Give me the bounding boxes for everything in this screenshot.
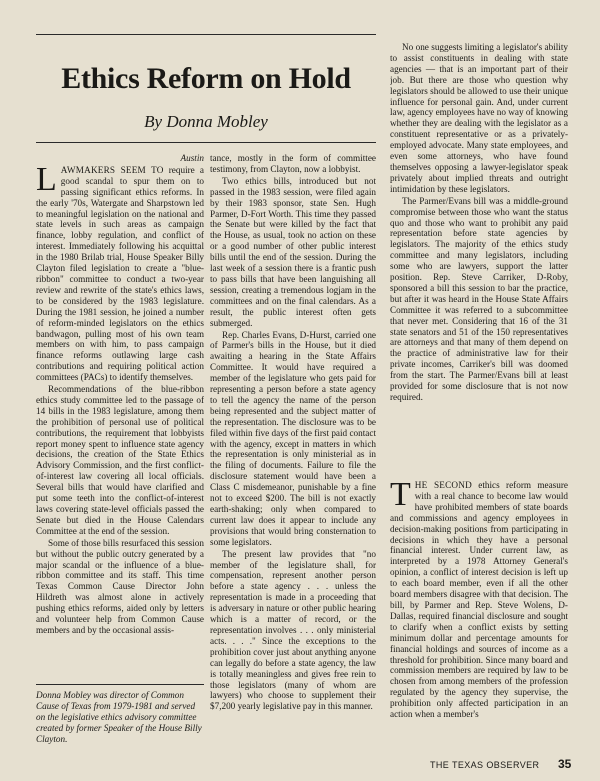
top-rule — [36, 34, 376, 35]
col2-paragraph-2: Two ethics bills, introduced but not passed in the 1983 session, were filed again by their 1983 sponsor, state Sen. Hugh Parmer, D-Fort Worth. This time they passed the Senate but were killed by the fact that the House, as usual, took no action on these or a good number of other public interest bills until the end of the session. During the last week of a session there is a frantic push to pass bills that have been languishing all session, creating a tremendous logjam in the committees and on the final calendars. As a result, the public interest often gets submerged. — [210, 175, 376, 328]
paragraph-3: Some of those bills resurfaced this session but without the public outcry generated by a major scandal or the influence of a blue-ribbon committee and its staff. This time Texas Common Cause Director John Hildreth was almost alone in actively pushing ethics reforms, aided only by letters and volunteer help from Common Cause members and by the occasional assis- — [36, 537, 204, 635]
col3-paragraph-3-text: ethics reform measure with a real chance to become law would have prohibited members of state boards and commissions and agency employees in decision-making positions from participating in decisions in which they have a personal financial interest. Under current law, as interpreted by a 1978 Attorney General's opinion, a conflict of interest decision is left up to each board member, even if all the other board members disagree with that decision. The bill, by Parmer and Rep. Steve Wolens, D-Dallas, required financial disclosure and sought to clarify when a conflict exists by setting minimum dollar and percentage amounts for financial holdings and sources of income as a threshold for prohibition. Since many board and commission members are required by law to be chosen from among members of the profession regulated by the agency they supervise, the prohibition only affected participation in an action when a member's — [390, 480, 568, 720]
author-bio: Donna Mobley was director of Common Cause of Texas from 1979-1981 and served on the legislative ethics advisory committee created by former Speaker of the House Billy Clayton. — [36, 690, 202, 744]
drop-cap-T: T — [390, 480, 411, 513]
paragraph-1-text: require a good scandal to spur them on to passing significant ethics reforms. In the early '70s, Watergate and Sharpstown led to meaningful legislation on the national and state levels in such areas as campaign finance, lobby regulation, and conflict of interest. Immediately following his acquittal in the 1980 Brilab trial, House Speaker Billy Clayton filed legislation to create a "blue-ribbon" committee to conduct a two-year review and rewrite of the state's ethics laws, to be considered by the 1983 legislature. During the 1981 session, he joined a number of reform-minded legislators on the ethics bandwagon, pulling most of his own team members on with him, to pass campaign finance reforms outlawing large cash contributions and requiring political action committees (PACs) to identify themselves. — [36, 164, 204, 383]
bio-rule — [36, 684, 204, 685]
paragraph-2: Recommendations of the blue-ribbon ethics study committee led to the passage of 14 bills in the 1983 legislature, among them the prohibition of personal use of political contributions, the requirement that lobbyists report money spent to influence state agency decisions, the creation of the State Ethics Advisory Commission, and the first conflict-of-interest law covering all local officials. Several bills that would have clarified and put some teeth into the conflict-of-interest laws covering state-level officials passed the Senate but died in the House Calendars Committee at the end of the session. — [36, 384, 204, 536]
dateline: Austin — [180, 153, 204, 163]
column-3-section-2 — [390, 480, 568, 752]
drop-cap-L: L — [36, 160, 57, 198]
section-lead-in-caps: HE SECOND — [414, 480, 472, 490]
column-1 — [36, 153, 204, 675]
publication-name: THE TEXAS OBSERVER — [430, 760, 540, 770]
column-3 — [390, 42, 568, 454]
col2-paragraph-1: tance, mostly in the form of committee testimony, from Clayton, now a lobbyist. — [210, 153, 376, 174]
article-byline: By Donna Mobley — [144, 112, 268, 131]
lead-in-caps: AWMAKERS SEEM TO — [60, 164, 164, 175]
col3-paragraph-2: The Parmer/Evans bill was a middle-ground compromise between those who want the status quo and those who want to prohibit any paid representation before state agencies by legislators. The majority of the ethics study committee and many legislators, including some who are lawyers, support the latter position. Rep. Steve Carriker, D-Roby, sponsored a bill this session to bar the practice, but after it was heard in the House State Affairs Committee it was referred to a subcommittee that never met. Considering that 16 of the 31 state senators and 51 of the 150 representatives are attorneys and that many of them depend on the practice of administrative law for their private incomes, Carriker's bill was doomed from the start. The Parmer/Evans bill at least provided for some disclosure that is not now required. — [390, 195, 568, 402]
column-2 — [210, 153, 376, 743]
paragraph-1 — [36, 160, 204, 383]
col3-paragraph-3 — [390, 480, 568, 720]
col2-paragraph-4: The present law provides that "no member of the legislature shall, for compensation, represent another person before a state agency . . . unless the representation is made in a proceeding that is adversary in nature or other public hearing which is a matter of record, or the representation involves . . . only ministerial acts. . . ." Since the exceptions to the prohibition cover just about anything anyone can legally do before a state agency, the law is totally meaningless and gives free rein to those legislators (many of whom are lawyers) who choose to supplement their $7,200 yearly legislative pay in this manner. — [210, 548, 376, 712]
article-headline: Ethics Reform on Hold — [61, 62, 351, 95]
page-number: 35 — [558, 757, 572, 771]
col2-paragraph-3: Rep. Charles Evans, D-Hurst, carried one of Parmer's bills in the House, but it died awaiting a hearing in the State Affairs Committee. It would have required a member of the legislature who gets paid for representing a person before a state agency to tell the agency the name of the person being represented and the subject matter of the representation. The disclosure was to be filed within five days of the first paid contact with the agency, except in matters in which the representation is only ministerial as in the filing of documents. Failure to file the disclosure statement would have been a Class C misdemeanor, punishable by a fine not to exceed $200. The bill is not exactly earth-shaking; only when compared to current law does it appear to include any provisions that would bring consternation to some legislators. — [210, 329, 376, 547]
col3-paragraph-1: No one suggests limiting a legislator's ability to assist constituents in dealing with state agencies — that is an important part of their job. But there are those who question why legislators should be allowed to use their unique influence for personal gain. And, under current law, agency employees have no way of knowing whether they are dealing with the legislator as a constituent representative or as a privately-employed advocate. Many state employees, and even some attorneys, who have found themselves opposing a lawyer-legislator speak privately about implied threats and outright intimidation by these legislators. — [390, 42, 568, 194]
header-divider-rule — [36, 142, 376, 143]
